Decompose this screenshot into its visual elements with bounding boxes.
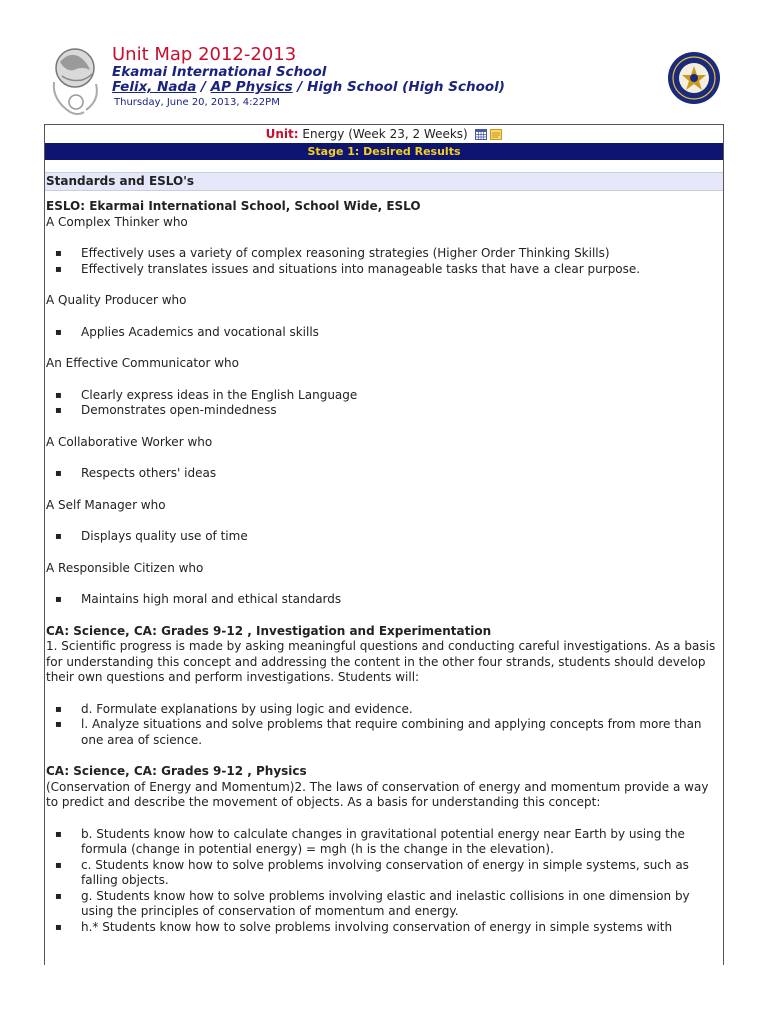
eslo-list	[46, 529, 721, 545]
list-item: ▪ b. Students know how to calculate changes in gravitational potential energy near Earth by using the formula (change in potential energy) = mgh (h is the change in the elevation).	[46, 827, 721, 858]
eslo-list	[46, 246, 721, 277]
standards-content	[45, 199, 723, 935]
list-item: ▪ l. Analyze situations and solve problems that require combining and applying concepts from more than one area of science.	[46, 717, 721, 748]
ca-investigation-list	[46, 702, 721, 749]
eslo-list	[46, 388, 721, 419]
timestamp: Thursday, June 20, 2013, 4:22PM	[114, 97, 280, 108]
list-item: ▪ g. Students know how to solve problems involving elastic and inelastic collisions in one dimension by using the principles of conservation of momentum and energy.	[46, 889, 721, 920]
list-item: ▪ Clearly express ideas in the English Language	[46, 388, 721, 404]
list-item: ▪ d. Formulate explanations by using logic and evidence.	[46, 702, 721, 718]
teacher-link[interactable]: Felix, Nada	[112, 79, 197, 95]
school-name: Ekamai International School	[112, 64, 327, 80]
school-logo-icon	[48, 42, 106, 120]
breadcrumb-separator: /	[297, 79, 303, 95]
list-item: ▪ Applies Academics and vocational skills	[46, 325, 721, 341]
eslo-group-heading: An Effective Communicator who	[46, 356, 239, 370]
unit-value: Energy (Week 23, 2 Weeks)	[302, 127, 468, 141]
unit-row	[45, 125, 723, 143]
calendar-icon[interactable]	[475, 129, 487, 140]
ca-physics-intro: (Conservation of Energy and Momentum)2. The laws of conservation of energy and momentum provide a way to predict and describe the movement of objects. As a basis for understanding this concept:	[46, 779, 709, 809]
list-item: ▪ Displays quality use of time	[46, 529, 721, 545]
eslo-list	[46, 592, 721, 608]
list-item: ▪ Maintains high moral and ethical standards	[46, 592, 721, 608]
eslo-title: ESLO: Ekarmai International School, School Wide, ESLO	[46, 199, 421, 213]
section-header: Standards and ESLO's	[45, 172, 723, 191]
list-item: ▪ Demonstrates open-mindedness	[46, 403, 721, 419]
unit-label: Unit:	[265, 127, 299, 141]
school-seal-icon	[667, 51, 721, 105]
page-header	[0, 0, 768, 120]
eslo-group-heading: A Quality Producer who	[46, 293, 187, 307]
ca-physics-list	[46, 827, 721, 936]
eslo-group-heading: A Collaborative Worker who	[46, 434, 213, 449]
eslo-group-heading: A Complex Thinker who	[46, 214, 188, 229]
list-item: ▪ c. Students know how to solve problems involving conservation of energy in simple systems, such as falling objects.	[46, 858, 721, 889]
eslo-group-heading: A Responsible Citizen who	[46, 560, 204, 575]
ca-investigation-title: CA: Science, CA: Grades 9-12 , Investigation and Experimentation	[46, 623, 492, 638]
breadcrumb-separator: /	[201, 79, 206, 95]
eslo-list	[46, 466, 721, 482]
level-label: High School (High School)	[307, 79, 505, 95]
ca-investigation-intro: 1. Scientific progress is made by asking meaningful questions and conducting careful investigations. As a basis for understanding this concept and addressing the content in the other four strands, students should develop their own questions and perform investigations. Students will:	[46, 639, 716, 684]
unit-map-document	[44, 124, 724, 965]
page-title: Unit Map 2012-2013	[112, 44, 297, 65]
list-item: ▪ Respects others' ideas	[46, 466, 721, 482]
list-item: ▪ Effectively uses a variety of complex reasoning strategies (Higher Order Thinking Skills)	[46, 246, 721, 262]
breadcrumb	[112, 79, 505, 95]
list-item: ▪ Effectively translates issues and situations into manageable tasks that have a clear purpose.	[46, 262, 721, 278]
ca-physics-title: CA: Science, CA: Grades 9-12 , Physics	[46, 764, 307, 778]
stage-bar: Stage 1: Desired Results	[45, 143, 723, 160]
course-link[interactable]: AP Physics	[210, 79, 293, 95]
list-item: ▪ h.* Students know how to solve problems involving conservation of energy in simple systems with	[46, 920, 721, 936]
eslo-group-heading: A Self Manager who	[46, 497, 166, 512]
note-icon[interactable]	[490, 129, 502, 140]
eslo-list	[46, 325, 721, 341]
